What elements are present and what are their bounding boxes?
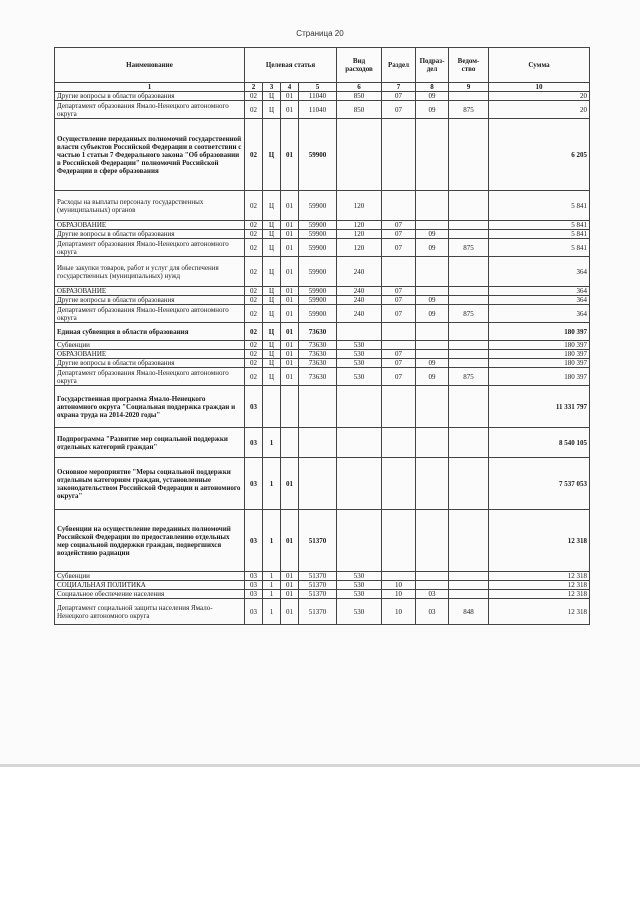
column-number: 7 <box>382 83 416 92</box>
row-department: 875 <box>449 305 489 323</box>
column-number: 8 <box>416 83 449 92</box>
header-target: Целевая статья <box>245 48 337 83</box>
row-code-program: 03 <box>245 581 263 590</box>
row-subsection: 03 <box>416 599 449 625</box>
table-row <box>55 359 590 368</box>
row-section: 07 <box>382 359 416 368</box>
row-sum: 5 841 <box>489 221 590 230</box>
row-sum: 5 841 <box>489 230 590 239</box>
row-code-event: 01 <box>281 296 299 305</box>
row-sum: 364 <box>489 287 590 296</box>
column-number: 10 <box>489 83 590 92</box>
row-section <box>382 257 416 287</box>
row-sum: 180 397 <box>489 359 590 368</box>
row-expense-type: 530 <box>337 368 382 386</box>
row-code-subprogram: 1 <box>263 581 281 590</box>
row-subsection: 09 <box>416 239 449 257</box>
row-department <box>449 350 489 359</box>
row-sum: 7 537 053 <box>489 458 590 510</box>
table-row <box>55 428 590 458</box>
row-sum: 180 397 <box>489 341 590 350</box>
row-expense-type: 120 <box>337 221 382 230</box>
row-code-program: 02 <box>245 296 263 305</box>
row-name: Государственная программа Ямало-Ненецкого автономного округа "Социальная поддержка граждан и охрана труда на 2014-2020 годы" <box>55 386 245 428</box>
row-code-subprogram: 1 <box>263 572 281 581</box>
row-code-direction: 51370 <box>299 510 337 572</box>
row-name: Единая субвенция в области образования <box>55 323 245 341</box>
row-code-event: 01 <box>281 368 299 386</box>
row-code-direction: 73630 <box>299 359 337 368</box>
row-subsection <box>416 386 449 428</box>
row-section <box>382 119 416 191</box>
row-code-direction: 73630 <box>299 368 337 386</box>
row-department: 875 <box>449 101 489 119</box>
row-name: Другие вопросы в области образования <box>55 359 245 368</box>
row-sum: 12 318 <box>489 572 590 581</box>
row-department <box>449 458 489 510</box>
row-subsection: 09 <box>416 368 449 386</box>
row-department: 848 <box>449 599 489 625</box>
row-expense-type: 530 <box>337 581 382 590</box>
row-expense-type: 850 <box>337 92 382 101</box>
row-code-subprogram: Ц <box>263 221 281 230</box>
row-name: Департамент образования Ямало-Ненецкого автономного округа <box>55 239 245 257</box>
row-sum: 11 331 797 <box>489 386 590 428</box>
row-department: 875 <box>449 239 489 257</box>
row-code-direction: 73630 <box>299 323 337 341</box>
scan-edge <box>0 764 640 767</box>
row-subsection: 09 <box>416 101 449 119</box>
table-row <box>55 572 590 581</box>
row-code-event: 01 <box>281 458 299 510</box>
row-section: 07 <box>382 368 416 386</box>
row-code-direction: 11040 <box>299 92 337 101</box>
column-number: 9 <box>449 83 489 92</box>
row-sum: 5 841 <box>489 191 590 221</box>
row-section: 07 <box>382 287 416 296</box>
row-name: Основное мероприятие "Меры социальной поддержки отдельным категориям граждан, установленные законодательством Российской Федерации и автономного округа" <box>55 458 245 510</box>
row-code-event: 01 <box>281 257 299 287</box>
row-subsection: 09 <box>416 296 449 305</box>
row-name: Подпрограмма "Развитие мер социальной поддержки отдельных категорий граждан" <box>55 428 245 458</box>
row-code-event: 01 <box>281 239 299 257</box>
table-row <box>55 239 590 257</box>
row-sum: 8 540 105 <box>489 428 590 458</box>
row-code-subprogram <box>263 386 281 428</box>
row-department <box>449 323 489 341</box>
row-department <box>449 191 489 221</box>
row-section: 07 <box>382 305 416 323</box>
row-code-direction <box>299 428 337 458</box>
row-code-event: 01 <box>281 305 299 323</box>
row-expense-type: 240 <box>337 305 382 323</box>
row-name: Иные закупки товаров, работ и услуг для обеспечения государственных (муниципальных) нужд <box>55 257 245 287</box>
row-department <box>449 296 489 305</box>
row-expense-type: 530 <box>337 572 382 581</box>
row-expense-type: 240 <box>337 287 382 296</box>
table-row <box>55 368 590 386</box>
table-row <box>55 296 590 305</box>
header-subsection: Подраз-дел <box>416 48 449 83</box>
row-code-direction <box>299 458 337 510</box>
row-expense-type: 850 <box>337 101 382 119</box>
row-name: ОБРАЗОВАНИЕ <box>55 350 245 359</box>
row-code-event <box>281 428 299 458</box>
row-name: Субвенции на осуществление переданных полномочий Российской Федерации по предоставлению отдельных мер социальной поддержки граждан, подвергшихся воздействию радиации <box>55 510 245 572</box>
row-code-subprogram: Ц <box>263 296 281 305</box>
row-code-subprogram: Ц <box>263 92 281 101</box>
row-department <box>449 341 489 350</box>
column-number: 2 <box>245 83 263 92</box>
row-code-program: 03 <box>245 386 263 428</box>
row-section <box>382 510 416 572</box>
row-name: Департамент образования Ямало-Ненецкого автономного округа <box>55 101 245 119</box>
row-code-direction: 59900 <box>299 257 337 287</box>
row-section <box>382 428 416 458</box>
row-subsection <box>416 510 449 572</box>
row-department <box>449 119 489 191</box>
table-row <box>55 119 590 191</box>
row-department <box>449 572 489 581</box>
row-department <box>449 221 489 230</box>
row-section: 10 <box>382 590 416 599</box>
row-code-subprogram: Ц <box>263 368 281 386</box>
row-code-subprogram: 1 <box>263 510 281 572</box>
row-code-subprogram: Ц <box>263 305 281 323</box>
row-sum: 364 <box>489 257 590 287</box>
row-code-program: 02 <box>245 341 263 350</box>
row-code-program: 02 <box>245 230 263 239</box>
row-department <box>449 287 489 296</box>
row-sum: 12 318 <box>489 581 590 590</box>
row-code-event: 01 <box>281 230 299 239</box>
table-row <box>55 101 590 119</box>
row-name: ОБРАЗОВАНИЕ <box>55 221 245 230</box>
row-code-direction: 73630 <box>299 350 337 359</box>
column-number: 5 <box>299 83 337 92</box>
row-code-subprogram: Ц <box>263 350 281 359</box>
page-label: Страница 20 <box>296 29 344 38</box>
row-subsection: 03 <box>416 590 449 599</box>
table-row <box>55 191 590 221</box>
row-expense-type: 530 <box>337 350 382 359</box>
row-sum: 5 841 <box>489 239 590 257</box>
row-code-event: 01 <box>281 92 299 101</box>
header-section: Раздел <box>382 48 416 83</box>
row-section <box>382 386 416 428</box>
table-row <box>55 323 590 341</box>
row-code-subprogram: Ц <box>263 191 281 221</box>
row-department <box>449 386 489 428</box>
row-code-subprogram: 1 <box>263 458 281 510</box>
row-code-direction: 59900 <box>299 296 337 305</box>
row-code-direction: 73630 <box>299 341 337 350</box>
row-sum: 12 318 <box>489 510 590 572</box>
row-code-event: 01 <box>281 341 299 350</box>
row-subsection: 09 <box>416 230 449 239</box>
row-code-program: 02 <box>245 221 263 230</box>
table-row <box>55 386 590 428</box>
row-code-program: 02 <box>245 257 263 287</box>
header-department: Ведом-ство <box>449 48 489 83</box>
row-code-event: 01 <box>281 350 299 359</box>
row-code-subprogram: Ц <box>263 323 281 341</box>
row-code-subprogram: Ц <box>263 101 281 119</box>
row-section: 07 <box>382 296 416 305</box>
row-expense-type <box>337 386 382 428</box>
row-department <box>449 581 489 590</box>
row-code-program: 02 <box>245 101 263 119</box>
row-subsection <box>416 119 449 191</box>
row-code-event: 01 <box>281 191 299 221</box>
row-sum: 12 318 <box>489 590 590 599</box>
row-code-program: 02 <box>245 92 263 101</box>
row-department <box>449 428 489 458</box>
header-name: Наименование <box>55 48 245 83</box>
table-row <box>55 458 590 510</box>
row-name: Департамент образования Ямало-Ненецкого автономного округа <box>55 368 245 386</box>
row-code-event: 01 <box>281 581 299 590</box>
row-section: 07 <box>382 350 416 359</box>
column-number: 4 <box>281 83 299 92</box>
header-sum: Сумма <box>489 48 590 83</box>
row-code-subprogram: Ц <box>263 257 281 287</box>
row-code-subprogram: Ц <box>263 359 281 368</box>
row-subsection <box>416 323 449 341</box>
row-code-event: 01 <box>281 599 299 625</box>
row-code-program: 02 <box>245 359 263 368</box>
table-row <box>55 230 590 239</box>
row-name: Осуществление переданных полномочий государственной власти субъектов Российской Федерации в соответствии с частью 1 статьи 7 Федерального закона "Об образовании в Российской Федерации" полномочий Российской Федерации в сфере образования <box>55 119 245 191</box>
row-code-direction: 11040 <box>299 101 337 119</box>
row-name: Департамент социальной защиты населения Ямало-Ненецкого автономного округа <box>55 599 245 625</box>
row-code-program: 02 <box>245 239 263 257</box>
row-code-direction: 59900 <box>299 287 337 296</box>
row-sum: 6 205 <box>489 119 590 191</box>
row-department <box>449 359 489 368</box>
table-row <box>55 341 590 350</box>
row-code-program: 02 <box>245 287 263 296</box>
row-subsection <box>416 572 449 581</box>
table-body <box>55 92 590 625</box>
row-code-direction: 59900 <box>299 191 337 221</box>
row-expense-type <box>337 510 382 572</box>
table-row <box>55 287 590 296</box>
row-code-program: 02 <box>245 119 263 191</box>
row-subsection <box>416 341 449 350</box>
row-subsection: 09 <box>416 359 449 368</box>
row-code-direction: 59900 <box>299 230 337 239</box>
row-expense-type: 120 <box>337 239 382 257</box>
row-department <box>449 92 489 101</box>
row-expense-type <box>337 119 382 191</box>
row-subsection <box>416 581 449 590</box>
row-code-program: 03 <box>245 590 263 599</box>
row-subsection <box>416 257 449 287</box>
table-row <box>55 350 590 359</box>
row-code-subprogram: 1 <box>263 590 281 599</box>
row-subsection <box>416 287 449 296</box>
row-sum: 12 318 <box>489 599 590 625</box>
row-code-event: 01 <box>281 359 299 368</box>
row-code-event: 01 <box>281 572 299 581</box>
row-code-subprogram: Ц <box>263 230 281 239</box>
row-sum: 180 397 <box>489 368 590 386</box>
row-section: 10 <box>382 599 416 625</box>
row-subsection <box>416 221 449 230</box>
column-number: 6 <box>337 83 382 92</box>
row-expense-type: 120 <box>337 230 382 239</box>
row-code-event: 01 <box>281 119 299 191</box>
row-subsection: 09 <box>416 305 449 323</box>
column-number: 1 <box>55 83 245 92</box>
row-department <box>449 590 489 599</box>
row-subsection <box>416 428 449 458</box>
row-department <box>449 230 489 239</box>
row-code-event: 01 <box>281 323 299 341</box>
row-name: Расходы на выплаты персоналу государственных (муниципальных) органов <box>55 191 245 221</box>
row-code-program: 02 <box>245 191 263 221</box>
row-code-program: 03 <box>245 458 263 510</box>
row-subsection <box>416 191 449 221</box>
row-code-program: 03 <box>245 510 263 572</box>
row-sum: 180 397 <box>489 350 590 359</box>
row-expense-type: 120 <box>337 191 382 221</box>
header-expense-type: Вид расходов <box>337 48 382 83</box>
table-row <box>55 257 590 287</box>
table-row <box>55 599 590 625</box>
row-department <box>449 510 489 572</box>
row-expense-type: 530 <box>337 599 382 625</box>
row-code-program: 03 <box>245 428 263 458</box>
row-section <box>382 323 416 341</box>
row-code-program: 02 <box>245 368 263 386</box>
table-row <box>55 510 590 572</box>
row-department: 875 <box>449 368 489 386</box>
row-name: СОЦИАЛЬНАЯ ПОЛИТИКА <box>55 581 245 590</box>
table-row <box>55 305 590 323</box>
row-code-event: 01 <box>281 590 299 599</box>
table-row <box>55 221 590 230</box>
row-code-event: 01 <box>281 510 299 572</box>
row-code-subprogram: Ц <box>263 239 281 257</box>
row-sum: 364 <box>489 296 590 305</box>
row-department <box>449 257 489 287</box>
table-row <box>55 581 590 590</box>
row-section <box>382 572 416 581</box>
row-name: Субвенции <box>55 572 245 581</box>
row-name: Субвенции <box>55 341 245 350</box>
row-name: Другие вопросы в области образования <box>55 92 245 101</box>
row-code-subprogram: Ц <box>263 119 281 191</box>
row-section: 07 <box>382 239 416 257</box>
row-section <box>382 458 416 510</box>
row-code-program: 02 <box>245 305 263 323</box>
row-code-direction: 59900 <box>299 305 337 323</box>
row-section <box>382 341 416 350</box>
row-code-direction: 51370 <box>299 590 337 599</box>
row-name: Другие вопросы в области образования <box>55 230 245 239</box>
row-code-subprogram: Ц <box>263 287 281 296</box>
row-expense-type <box>337 323 382 341</box>
row-expense-type: 530 <box>337 590 382 599</box>
row-expense-type <box>337 428 382 458</box>
row-code-event <box>281 386 299 428</box>
row-code-subprogram: Ц <box>263 341 281 350</box>
table-row <box>55 92 590 101</box>
column-number-row <box>55 83 590 92</box>
row-sum: 364 <box>489 305 590 323</box>
row-section: 07 <box>382 230 416 239</box>
column-number: 3 <box>263 83 281 92</box>
row-code-program: 03 <box>245 572 263 581</box>
row-code-event: 01 <box>281 287 299 296</box>
row-sum: 20 <box>489 92 590 101</box>
row-expense-type: 530 <box>337 359 382 368</box>
row-expense-type: 530 <box>337 341 382 350</box>
row-expense-type: 240 <box>337 296 382 305</box>
header-row <box>55 48 590 83</box>
row-expense-type: 240 <box>337 257 382 287</box>
row-sum: 180 397 <box>489 323 590 341</box>
row-sum: 20 <box>489 101 590 119</box>
row-code-subprogram: 1 <box>263 428 281 458</box>
row-name: Другие вопросы в области образования <box>55 296 245 305</box>
row-section: 07 <box>382 221 416 230</box>
row-subsection <box>416 350 449 359</box>
row-code-direction: 59900 <box>299 239 337 257</box>
row-name: Департамент образования Ямало-Ненецкого автономного округа <box>55 305 245 323</box>
row-code-direction: 51370 <box>299 581 337 590</box>
row-subsection <box>416 458 449 510</box>
row-code-program: 02 <box>245 323 263 341</box>
table-row <box>55 590 590 599</box>
row-code-subprogram: 1 <box>263 599 281 625</box>
row-expense-type <box>337 458 382 510</box>
row-code-direction: 51370 <box>299 599 337 625</box>
row-section <box>382 191 416 221</box>
row-code-event: 01 <box>281 221 299 230</box>
row-section: 07 <box>382 92 416 101</box>
row-code-event: 01 <box>281 101 299 119</box>
row-code-direction <box>299 386 337 428</box>
row-code-program: 03 <box>245 599 263 625</box>
budget-table <box>54 47 590 625</box>
row-section: 07 <box>382 101 416 119</box>
row-name: Социальное обеспечение населения <box>55 590 245 599</box>
row-code-direction: 59900 <box>299 119 337 191</box>
row-code-direction: 51370 <box>299 572 337 581</box>
row-section: 10 <box>382 581 416 590</box>
row-code-program: 02 <box>245 350 263 359</box>
row-name: ОБРАЗОВАНИЕ <box>55 287 245 296</box>
row-subsection: 09 <box>416 92 449 101</box>
row-code-direction: 59900 <box>299 221 337 230</box>
